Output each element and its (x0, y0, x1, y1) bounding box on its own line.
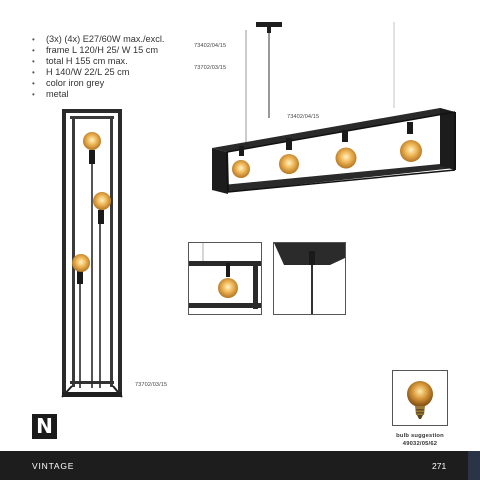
pendant-lamp-photo (212, 22, 455, 196)
globe-bulb-icon (393, 371, 447, 425)
spec-item-material: • metal (30, 89, 164, 100)
product-code-floor-photo: 73702/03/15 (135, 382, 168, 388)
bulb-suggestion-code: 49032/05/62 (402, 441, 438, 447)
bulb-suggestion-title: bulb suggestion (396, 433, 444, 439)
spec-item-bulbs: • (3x) (4x) E27/60W max./excl. (30, 34, 164, 45)
section-title: VINTAGE (32, 461, 75, 471)
bulb-suggestion-label (370, 432, 470, 448)
spec-item-floor-size: • H 140/W 22/L 25 cm (30, 67, 164, 78)
page-number: 271 (432, 461, 447, 471)
product-code-pendant-photo: 73402/04/15 (287, 114, 320, 120)
detail-bulb-image (189, 243, 262, 315)
detail-mount-image (274, 243, 346, 315)
page-footer (0, 451, 480, 480)
product-code-floor: 73702/03/15 (194, 65, 227, 71)
brand-logo: N (32, 414, 57, 439)
spec-item-total-height: • total H 155 cm max. (30, 56, 164, 67)
footer-accent-bar (468, 451, 480, 480)
floor-lamp-photo (62, 109, 122, 397)
spec-item-frame-size: • frame L 120/H 25/ W 15 cm (30, 45, 164, 56)
bulb-suggestion-photo (392, 370, 448, 426)
detail-photo-bulb (188, 242, 262, 315)
detail-photo-ceiling-mount (273, 242, 346, 315)
product-code-pendant: 73402/04/15 (194, 43, 227, 49)
spec-item-color: • color iron grey (30, 78, 164, 89)
